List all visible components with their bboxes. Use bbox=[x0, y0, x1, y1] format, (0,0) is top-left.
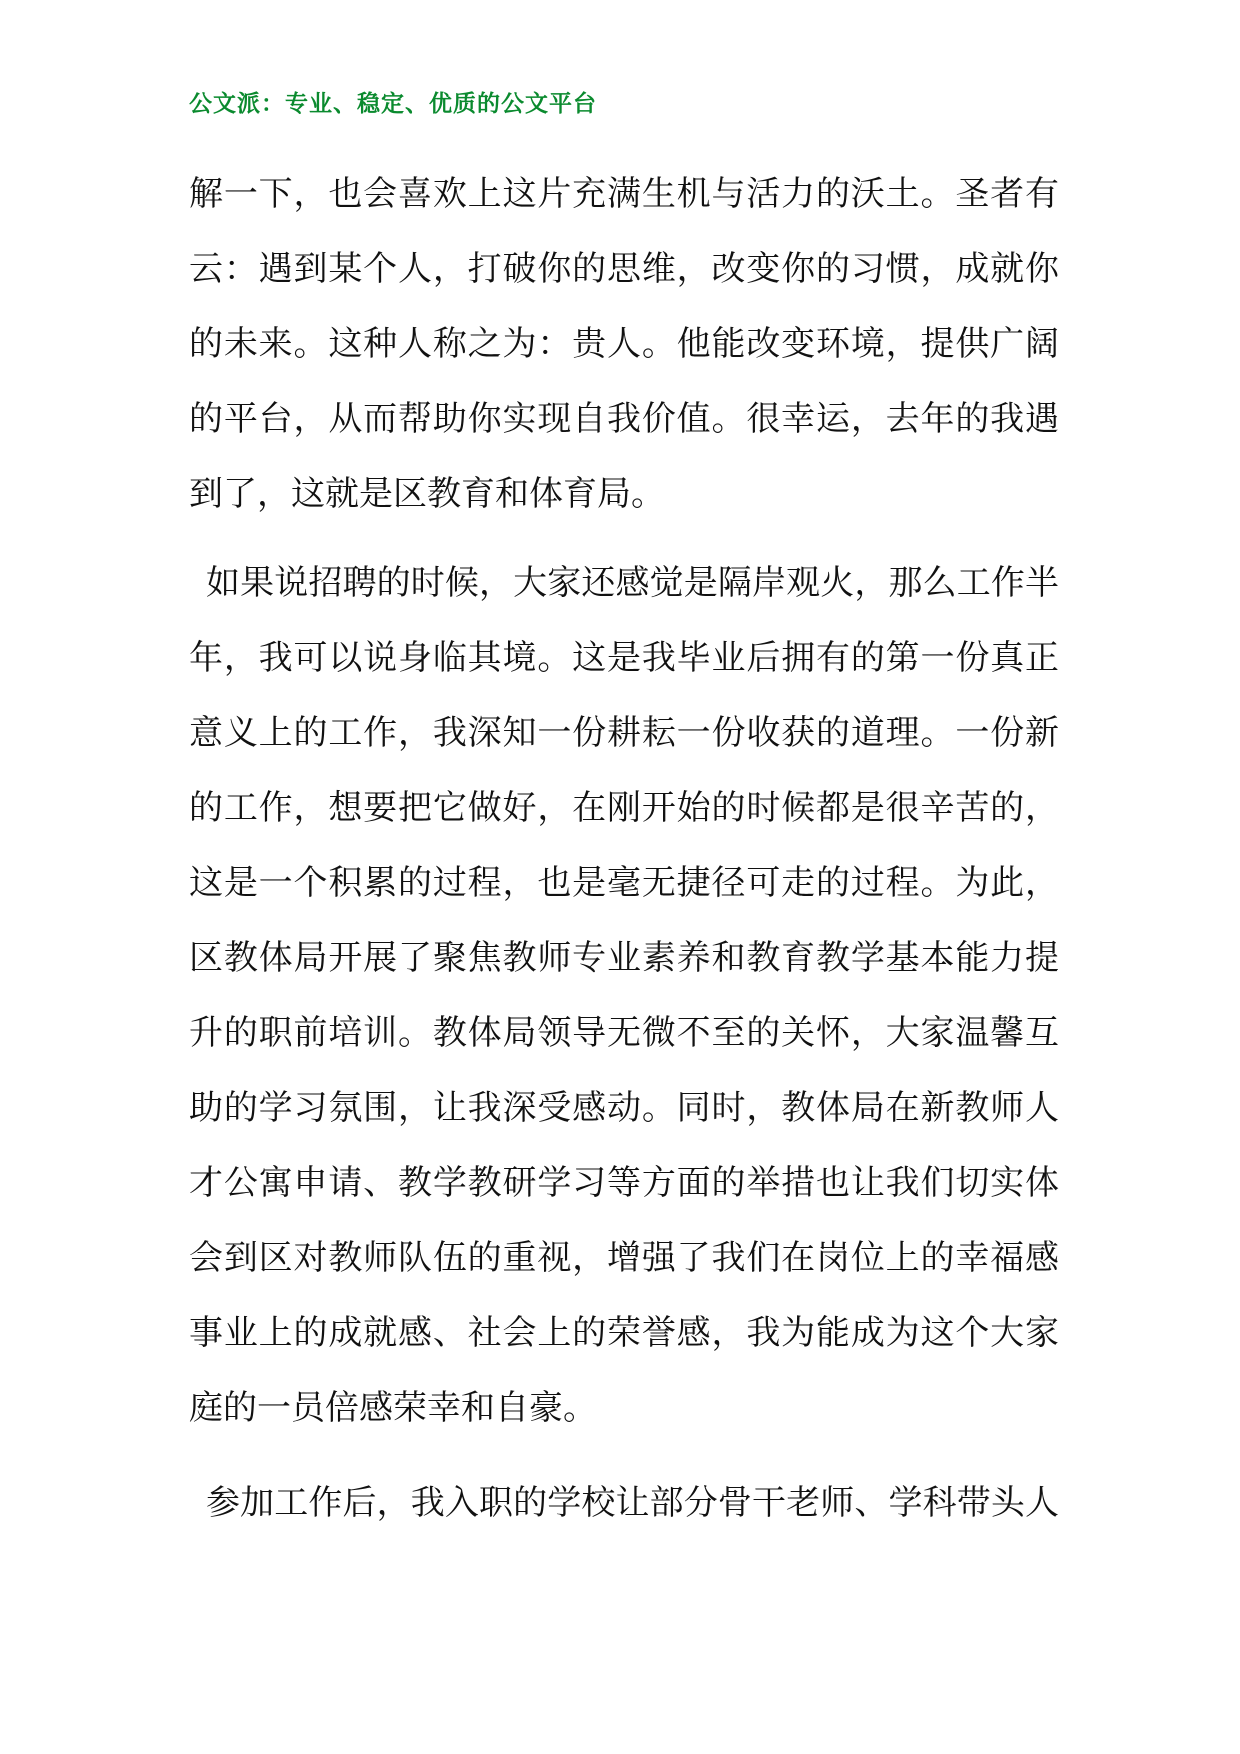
text-line: 参加工作后，我入职的学校让部分骨干老师、学科带头人 bbox=[206, 1483, 1059, 1523]
text-line: 年，我可以说身临其境。这是我毕业后拥有的第一份真正 bbox=[189, 638, 1059, 678]
text-line: 云：遇到某个人，打破你的思维，改变你的习惯，成就你 bbox=[189, 249, 1059, 289]
paragraph-1 bbox=[189, 157, 1059, 532]
text-line: 会到区对教师队伍的重视，增强了我们在岗位上的幸福感 bbox=[189, 1238, 1059, 1278]
page-header-title: 公文派：专业、稳定、优质的公文平台 bbox=[189, 90, 597, 117]
paragraph-3 bbox=[189, 1466, 1059, 1541]
text-line: 的未来。这种人称之为：贵人。他能改变环境，提供广阔 bbox=[189, 324, 1059, 364]
text-line: 解一下，也会喜欢上这片充满生机与活力的沃土。圣者有 bbox=[189, 174, 1059, 214]
paragraph-2 bbox=[189, 546, 1059, 1446]
text-line: 区教体局开展了聚焦教师专业素养和教育教学基本能力提 bbox=[189, 938, 1059, 978]
text-line: 这是一个积累的过程，也是毫无捷径可走的过程。为此， bbox=[189, 863, 1059, 903]
text-line: 到了，这就是区教育和体育局。 bbox=[189, 474, 665, 514]
text-line: 升的职前培训。教体局领导无微不至的关怀，大家温馨互 bbox=[189, 1013, 1059, 1053]
text-line: 庭的一员倍感荣幸和自豪。 bbox=[189, 1388, 597, 1428]
text-line: 如果说招聘的时候，大家还感觉是隔岸观火，那么工作半 bbox=[206, 563, 1059, 603]
text-line: 才公寓申请、教学教研学习等方面的举措也让我们切实体 bbox=[189, 1163, 1059, 1203]
text-line: 意义上的工作，我深知一份耕耘一份收获的道理。一份新 bbox=[189, 713, 1059, 753]
text-line: 的工作，想要把它做好，在刚开始的时候都是很辛苦的， bbox=[189, 788, 1059, 828]
text-line: 的平台，从而帮助你实现自我价值。很幸运，去年的我遇 bbox=[189, 399, 1059, 439]
text-line: 助的学习氛围，让我深受感动。同时，教体局在新教师人 bbox=[189, 1088, 1059, 1128]
text-line: 事业上的成就感、社会上的荣誉感，我为能成为这个大家 bbox=[189, 1313, 1059, 1353]
